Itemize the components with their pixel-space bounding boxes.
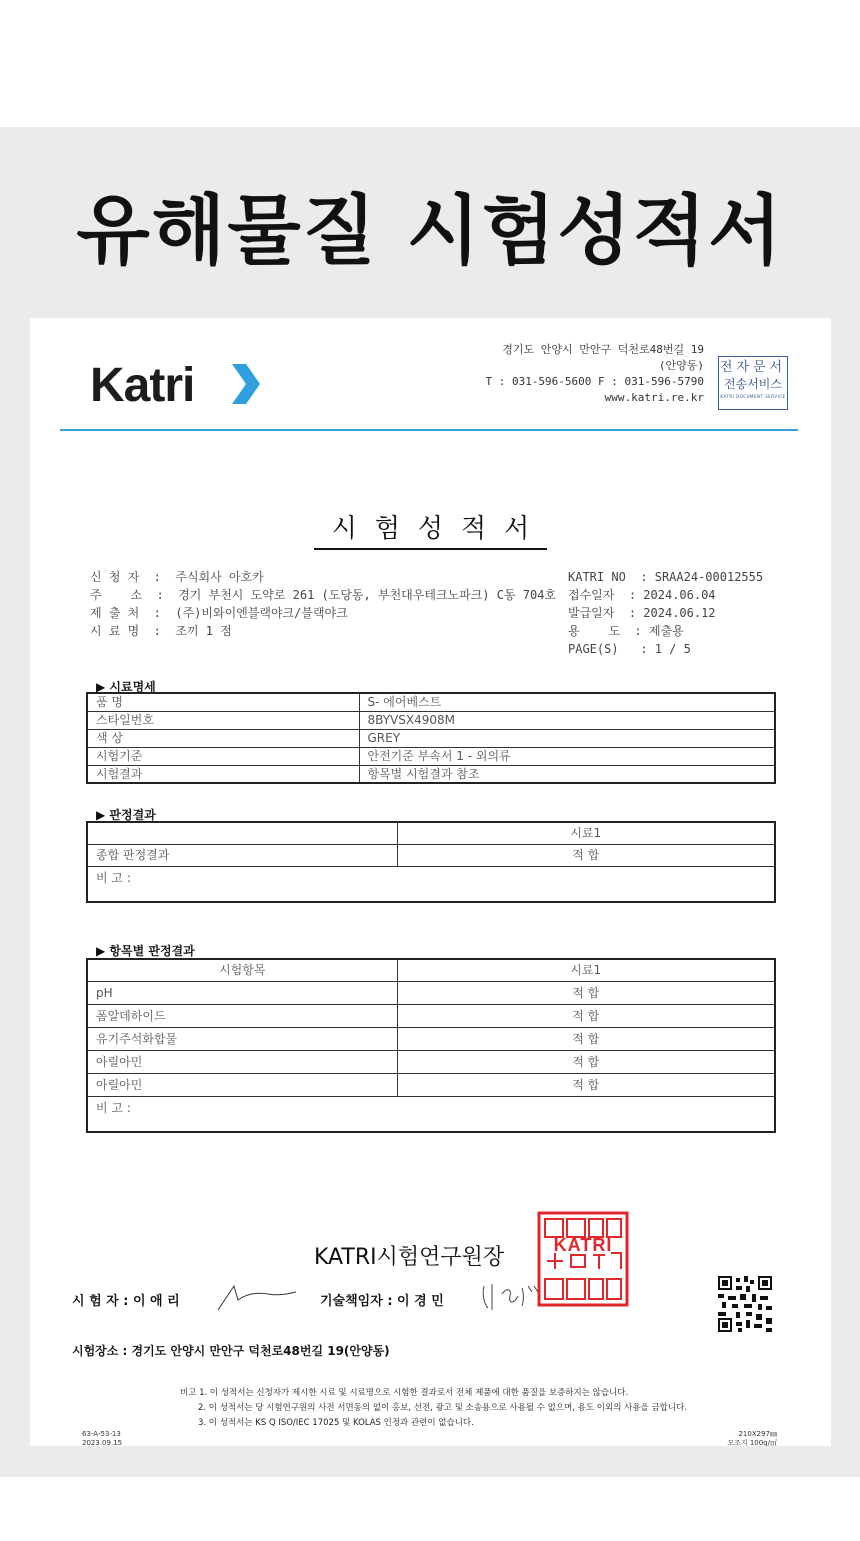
table-cell-label: 시험결과: [87, 765, 359, 783]
info-row: 시 료 명 : 조끼 1 점: [90, 622, 560, 640]
table-cell-label: 시험기준: [87, 747, 359, 765]
footnote: 비고 1. 이 성적서는 신청자가 제시한 시료 및 시료명으로 시험한 결과로서 전체 제품에 대한 품질을 보증하지는 않습니다.: [180, 1388, 629, 1398]
address-block: [485, 342, 704, 406]
info-value: 조끼 1 점: [175, 624, 232, 638]
tester-signature-icon: [216, 1280, 298, 1314]
address-line: 경기도 안양시 만안구 덕천로48번길 19: [502, 343, 704, 356]
test-item: pH: [87, 981, 397, 1004]
info-label: KATRI NO: [568, 570, 634, 584]
official-seal-icon: [537, 1211, 629, 1307]
table-cell-label: 색 상: [87, 729, 359, 747]
info-row: PAGE(S) : 1 / 5: [568, 640, 808, 658]
info-value: 주식회사 아호카: [175, 570, 264, 584]
test-result: 적 합: [397, 981, 775, 1004]
table-header-row: [87, 959, 775, 981]
header-divider: [60, 429, 798, 431]
info-row: KATRI NO : SRAA24-00012555: [568, 568, 808, 586]
remark-cell: 비 고 :: [87, 1096, 775, 1132]
qr-code-icon: [718, 1276, 772, 1332]
info-label: 제 출 처: [90, 606, 140, 620]
test-item: 폼알데하이드: [87, 1004, 397, 1027]
info-label: 용 도: [568, 624, 628, 638]
info-row: 접수일자 : 2024.06.04: [568, 586, 808, 604]
info-label: 신 청 자: [90, 570, 140, 584]
column-header: 시험항목: [87, 959, 397, 981]
katri-logo: Katri: [90, 359, 195, 412]
edoc-service-badge: [718, 356, 788, 410]
table-cell-blank: [87, 822, 397, 844]
section-heading: ▶ 시료명세: [96, 680, 156, 694]
table-row: [87, 1004, 775, 1027]
info-row: 신 청 자 : 주식회사 아호카: [90, 568, 560, 586]
table-row: [87, 1027, 775, 1050]
website-link[interactable]: www.katri.re.kr: [604, 391, 704, 404]
sample-spec-table: [86, 692, 776, 784]
info-label: PAGE(S): [568, 642, 634, 656]
table-row: [87, 844, 775, 866]
form-number-text: 63-A-53-13: [82, 1430, 121, 1438]
paper-weight-text: 모조지 100g/㎡: [727, 1439, 777, 1446]
table-header-row: [87, 822, 775, 844]
form-date-text: 2023.09.15: [82, 1439, 123, 1446]
info-row: 발급일자 : 2024.06.12: [568, 604, 808, 622]
receipt-date: 2024.06.04: [643, 588, 716, 602]
certificate-sheet: [30, 318, 831, 1446]
table-cell-value: 항목별 시험결과 참조: [359, 765, 775, 783]
issue-date: 2024.06.12: [643, 606, 716, 620]
table-row: [87, 693, 775, 711]
test-item: 아릴아민: [87, 1073, 397, 1096]
table-row: [87, 711, 775, 729]
footnote: 2. 이 성적서는 당 시험연구원의 사전 서면동의 없이 홍보, 선전, 광고 및 소송용으로 사용될 수 없으며, 용도 이외의 사용을 금합니다.: [198, 1403, 688, 1413]
table-row: [87, 981, 775, 1004]
info-row: 주 소 : 경기 부천시 도약로 261 (도당동, 부천대우테크노파크) C동 704호: [90, 586, 560, 604]
test-item: 유기주석화합물: [87, 1027, 397, 1050]
item-judgement-table: [86, 958, 776, 1133]
table-row: [87, 1073, 775, 1096]
tester-signature: 시 험 자 : 이 애 리: [72, 1294, 180, 1309]
page-title: 유해물질 시험성적서: [76, 186, 784, 275]
column-header: 시료1: [397, 822, 775, 844]
table-cell-label: 품 명: [87, 693, 359, 711]
info-label: 접수일자: [568, 588, 622, 602]
report-info: [568, 568, 808, 658]
footnotes: [180, 1386, 687, 1431]
test-result: 적 합: [397, 1073, 775, 1096]
remark-cell: 비 고 :: [87, 866, 775, 902]
info-label: 시 료 명: [90, 624, 140, 638]
test-item: 아릴아민: [87, 1050, 397, 1073]
document-title: [30, 508, 831, 545]
info-label: 주 소: [90, 588, 143, 602]
info-value: (주)비와이엔블랙야크/블랙야크: [175, 606, 348, 620]
table-row: [87, 1050, 775, 1073]
purpose: 제출용: [649, 624, 684, 638]
table-row: [87, 747, 775, 765]
tech-manager-signature-icon: [480, 1278, 544, 1314]
test-location: 시험장소 : 경기도 안양시 만안구 덕천로48번길 19(안양동): [72, 1344, 390, 1358]
test-result: 적 합: [397, 1004, 775, 1027]
table-row: [87, 1096, 775, 1132]
test-result: 적 합: [397, 1050, 775, 1073]
address-line: (안양동): [658, 359, 704, 372]
document-title-text: 시험성적서: [314, 514, 548, 550]
table-row: [87, 729, 775, 747]
info-label: 발급일자: [568, 606, 622, 620]
edoc-label: 전자문서: [719, 360, 787, 375]
judgement-table: [86, 821, 776, 903]
report-number: SRAA24-00012555: [654, 570, 764, 584]
applicant-info: [90, 568, 560, 640]
section-heading: ▶ 판정결과: [96, 808, 156, 822]
form-number: [82, 1430, 122, 1446]
table-row: [87, 866, 775, 902]
svg-text:KATRI: KATRI: [553, 1235, 613, 1255]
test-result: 적 합: [397, 1027, 775, 1050]
paper-spec: [727, 1430, 777, 1446]
judgement-result: 적 합: [397, 844, 775, 866]
paper-size-text: 210X297㎜: [738, 1430, 777, 1438]
table-cell-value: 안전기준 부속서 1 - 외의류: [359, 747, 775, 765]
phone-fax: T : 031-596-5600 F : 031-596-5790: [485, 375, 704, 388]
edoc-label: KATRI DOCUMENT SERVICE: [720, 394, 786, 399]
table-cell-value: S- 에어베스트: [359, 693, 775, 711]
column-header: 시료1: [397, 959, 775, 981]
chevron-right-icon: [228, 362, 262, 406]
table-cell-label: 스타일번호: [87, 711, 359, 729]
info-row: 제 출 처 : (주)비와이엔블랙야크/블랙야크: [90, 604, 560, 622]
info-row: 용 도 : 제출용: [568, 622, 808, 640]
table-row: [87, 765, 775, 783]
section-heading: ▶ 항목별 판정결과: [96, 944, 195, 958]
info-value: 경기 부천시 도약로 261 (도당동, 부천대우테크노파크) C동 704호: [178, 588, 557, 602]
tech-manager-signature: 기술책임자 : 이 경 민: [320, 1294, 444, 1309]
footnote: 3. 이 성적서는 KS Q ISO/IEC 17025 및 KOLAS 인정과 관련이 없습니다.: [198, 1418, 474, 1428]
table-cell-value: 8BYVSX4908M: [359, 711, 775, 729]
table-cell-value: GREY: [359, 729, 775, 747]
edoc-label: 전송서비스: [724, 377, 782, 391]
table-cell-label: 종합 판정결과: [87, 844, 397, 866]
page-count: 1 / 5: [654, 642, 691, 656]
director-title: KATRI시험연구원장: [314, 1245, 505, 1270]
